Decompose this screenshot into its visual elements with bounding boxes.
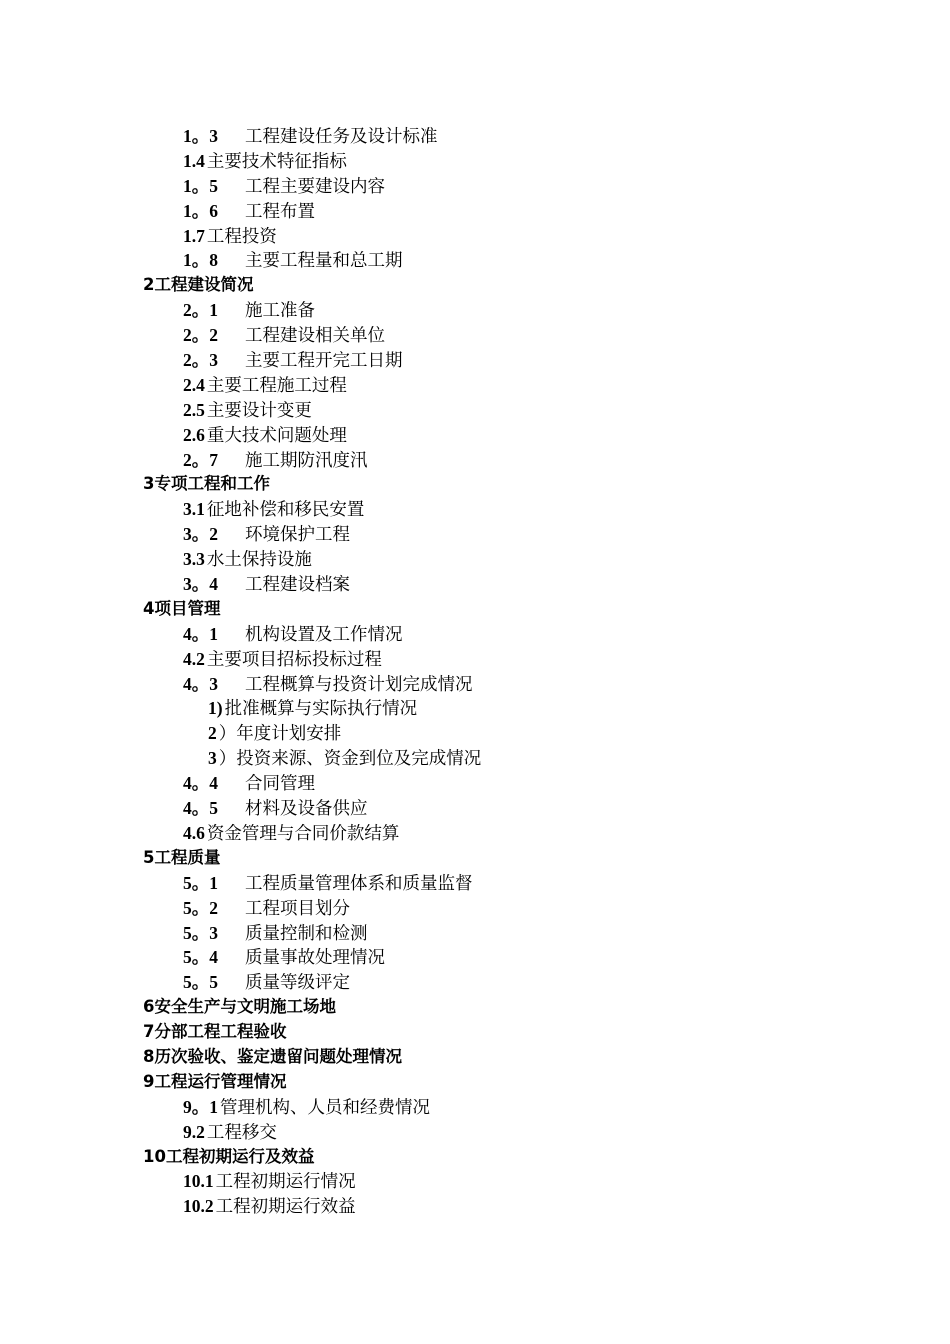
toc-subitem: [143, 696, 843, 721]
toc-item-number: 2。2: [183, 325, 218, 346]
table-of-contents: [143, 124, 843, 1219]
toc-item-title: 工程初期运行情况: [215, 1172, 356, 1193]
toc-item: [143, 547, 843, 572]
toc-section-title: 3专项工程和工作: [143, 474, 270, 494]
toc-item: [143, 921, 843, 946]
toc-item-number: 2。7: [183, 449, 218, 470]
toc-item: [143, 448, 843, 473]
toc-item-number: 2.6: [183, 424, 205, 445]
toc-item: [143, 1095, 843, 1120]
toc-item-number: 1。6: [183, 200, 218, 221]
toc-item-number: 10.1: [183, 1171, 214, 1192]
toc-item-number: 4。5: [183, 798, 218, 819]
toc-item: [143, 771, 843, 796]
toc-item-number: 2.4: [183, 374, 205, 395]
toc-item-title: 水土保持设施: [206, 550, 312, 571]
toc-item: [143, 373, 843, 398]
toc-item: [143, 622, 843, 647]
toc-section-heading: [143, 1045, 843, 1070]
toc-item: [143, 497, 843, 522]
toc-item-title: 材料及设备供应: [245, 799, 368, 820]
toc-item: [143, 796, 843, 821]
toc-item-title: 机构设置及工作情况: [245, 624, 403, 645]
toc-item-number: 4。1: [183, 623, 218, 644]
toc-item: [143, 871, 843, 896]
toc-item-number: 1。5: [183, 175, 218, 196]
toc-item-title: 合同管理: [245, 774, 315, 795]
toc-section-title: 7分部工程工程验收: [143, 1022, 287, 1042]
toc-item-number: 3.1: [183, 499, 205, 520]
toc-item-title: 资金管理与合同价款结算: [206, 823, 400, 844]
toc-item-title: 工程初期运行效益: [215, 1197, 356, 1218]
toc-item-number: 5。1: [183, 872, 218, 893]
toc-item-number: 5。3: [183, 922, 218, 943]
toc-section-title: 10工程初期运行及效益: [143, 1146, 315, 1166]
toc-section-heading: [143, 1020, 843, 1045]
toc-item-number: 1): [208, 698, 223, 719]
toc-item-title: 工程建设相关单位: [245, 326, 385, 347]
toc-item-number: 3: [208, 748, 217, 769]
toc-item-number: 1.4: [183, 150, 205, 171]
toc-item-title: 施工期防汛度汛: [245, 450, 368, 471]
toc-section-title: 8历次验收、鉴定遗留问题处理情况: [143, 1046, 402, 1066]
toc-item-title: 主要工程施工过程: [206, 375, 347, 396]
toc-item-title: 主要技术特征指标: [206, 151, 347, 172]
toc-item: [143, 970, 843, 995]
toc-section-heading: [143, 995, 843, 1020]
toc-item-title: 工程质量管理体系和质量监督: [245, 873, 473, 894]
toc-section-title: 2工程建设简况: [143, 275, 254, 295]
toc-item: [143, 423, 843, 448]
toc-item-title: 批准概算与实际执行情况: [224, 699, 418, 720]
toc-item-number: 2。1: [183, 300, 218, 321]
toc-item: [143, 199, 843, 224]
toc-item-number: 2.5: [183, 399, 205, 420]
toc-item-number: 1。8: [183, 250, 218, 271]
toc-item: [143, 945, 843, 970]
toc-item-title: 工程概算与投资计划完成情况: [245, 674, 473, 695]
toc-item-number: 3。4: [183, 574, 218, 595]
toc-section-heading: [143, 597, 843, 622]
toc-item-number: 9。1: [183, 1096, 218, 1117]
toc-item: [143, 124, 843, 149]
toc-item-title: 工程项目划分: [245, 898, 350, 919]
toc-item-title: 工程建设任务及设计标准: [245, 127, 438, 147]
toc-section-title: 9工程运行管理情况: [143, 1071, 287, 1091]
toc-item-number: 4。3: [183, 673, 218, 694]
toc-item-title: 施工准备: [245, 301, 315, 322]
toc-item: [143, 149, 843, 174]
toc-item-title: 重大技术问题处理: [206, 425, 347, 446]
toc-item-title: 工程移交: [206, 1122, 277, 1143]
toc-item-number: 3.3: [183, 549, 205, 570]
toc-item-title: 工程布置: [245, 201, 315, 222]
toc-item: [143, 298, 843, 323]
toc-section-heading: [143, 846, 843, 871]
toc-section-heading: [143, 1145, 843, 1170]
toc-item: [143, 572, 843, 597]
toc-item-title: 工程主要建设内容: [245, 176, 385, 197]
toc-item-title: 环境保护工程: [245, 525, 350, 546]
toc-item-number: 9.2: [183, 1121, 205, 1142]
toc-item-number: 5。2: [183, 897, 218, 918]
toc-item: [143, 398, 843, 423]
toc-item-title: ）年度计划安排: [218, 724, 342, 745]
toc-item: [143, 1120, 843, 1145]
toc-item: [143, 522, 843, 547]
toc-item: [143, 348, 843, 373]
toc-item: [143, 174, 843, 199]
toc-item-title: 主要工程开完工日期: [245, 351, 403, 372]
toc-section-title: 6安全生产与文明施工场地: [143, 997, 336, 1017]
toc-item-title: ）投资来源、资金到位及完成情况: [218, 749, 482, 770]
toc-item: [143, 896, 843, 921]
toc-item-number: 1。3: [183, 126, 218, 146]
toc-section-heading: [143, 273, 843, 298]
toc-item-number: 4.2: [183, 648, 205, 669]
toc-item-number: 5。5: [183, 972, 218, 993]
toc-item-number: 2。3: [183, 350, 218, 371]
toc-item-number: 2: [208, 723, 217, 744]
toc-item: [143, 1194, 843, 1219]
toc-item-title: 主要项目招标投标过程: [206, 649, 382, 670]
toc-item-title: 工程建设档案: [245, 575, 350, 596]
toc-section-title: 5工程质量: [143, 847, 221, 867]
toc-section-title: 4项目管理: [143, 598, 221, 618]
toc-item-title: 管理机构、人员和经费情况: [220, 1097, 430, 1118]
toc-section-heading: [143, 472, 843, 497]
toc-item-title: 质量等级评定: [245, 973, 350, 994]
toc-item: [143, 1169, 843, 1194]
toc-item: [143, 821, 843, 846]
toc-section-heading: [143, 1070, 843, 1095]
toc-item-title: 质量控制和检测: [245, 923, 368, 944]
toc-item-number: 4。4: [183, 773, 218, 794]
toc-item-number: 3。2: [183, 524, 218, 545]
toc-item-number: 1.7: [183, 225, 205, 246]
toc-item-title: 工程投资: [206, 226, 277, 247]
toc-item-number: 10.2: [183, 1196, 214, 1217]
toc-item: [143, 248, 843, 273]
toc-item-number: 5。4: [183, 947, 218, 968]
toc-item-title: 征地补偿和移民安置: [206, 500, 365, 521]
toc-item-title: 主要设计变更: [206, 400, 312, 421]
toc-item-title: 主要工程量和总工期: [245, 251, 403, 272]
toc-subitem: [143, 746, 843, 771]
toc-item-title: 质量事故处理情况: [245, 948, 385, 969]
toc-item: [143, 647, 843, 672]
toc-item: [143, 224, 843, 249]
toc-subitem: [143, 721, 843, 746]
toc-item: [143, 323, 843, 348]
toc-item: [143, 672, 843, 697]
toc-item-number: 4.6: [183, 822, 205, 843]
